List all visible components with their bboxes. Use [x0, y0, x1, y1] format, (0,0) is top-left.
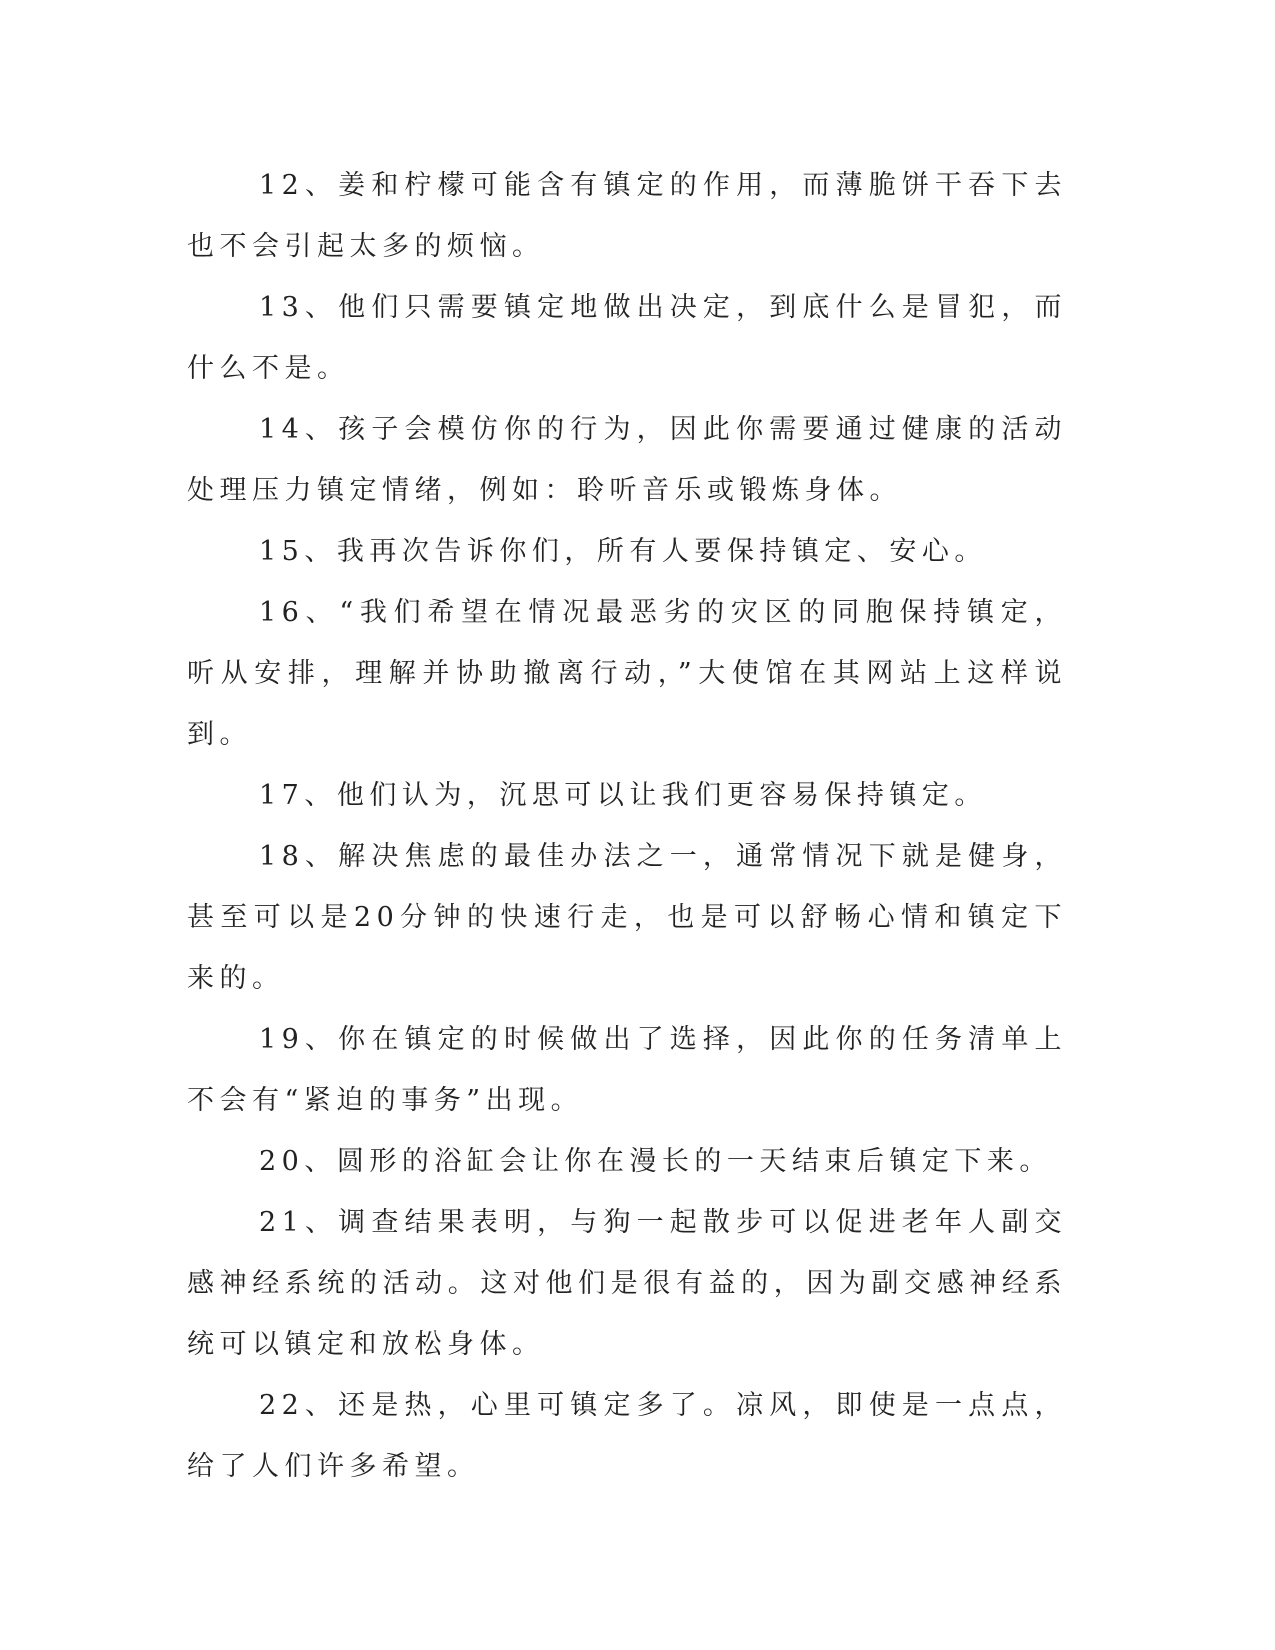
paragraph-20: 20、圆形的浴缸会让你在漫长的一天结束后镇定下来。: [259, 1146, 1052, 1177]
paragraph-15: 15、我再次告诉你们，所有人要保持镇定、安心。: [259, 536, 987, 567]
paragraph-17: 17、他们认为，沉思可以让我们更容易保持镇定。: [259, 780, 987, 811]
paragraph-13: 13、他们只需要镇定地做出决定，到底什么是冒犯，而什么不是。: [187, 292, 1067, 384]
paragraph-16: 16、“我们希望在情况最恶劣的灾区的同胞保持镇定，听从安排，理解并协助撤离行动，”大使馆在其网站上这样说到。: [187, 597, 1067, 750]
paragraph-19: 19、你在镇定的时候做出了选择，因此你的任务清单上不会有“紧迫的事务”出现。: [187, 1024, 1067, 1116]
paragraph-21: 21、调查结果表明，与狗一起散步可以促进老年人副交感神经系统的活动。这对他们是很有益的，因为副交感神经系统可以镇定和放松身体。: [187, 1207, 1067, 1360]
paragraph-12: 12、姜和柠檬可能含有镇定的作用，而薄脆饼干吞下去也不会引起太多的烦恼。: [187, 170, 1067, 262]
document-body: [187, 155, 1067, 1497]
paragraph-18: 18、解决焦虑的最佳办法之一，通常情况下就是健身，甚至可以是20分钟的快速行走，也是可以舒畅心情和镇定下来的。: [187, 841, 1067, 994]
paragraph-22: 22、还是热，心里可镇定多了。凉风，即使是一点点，给了人们许多希望。: [187, 1390, 1067, 1482]
paragraph-14: 14、孩子会模仿你的行为，因此你需要通过健康的活动处理压力镇定情绪，例如：聆听音乐或锻炼身体。: [187, 414, 1067, 506]
